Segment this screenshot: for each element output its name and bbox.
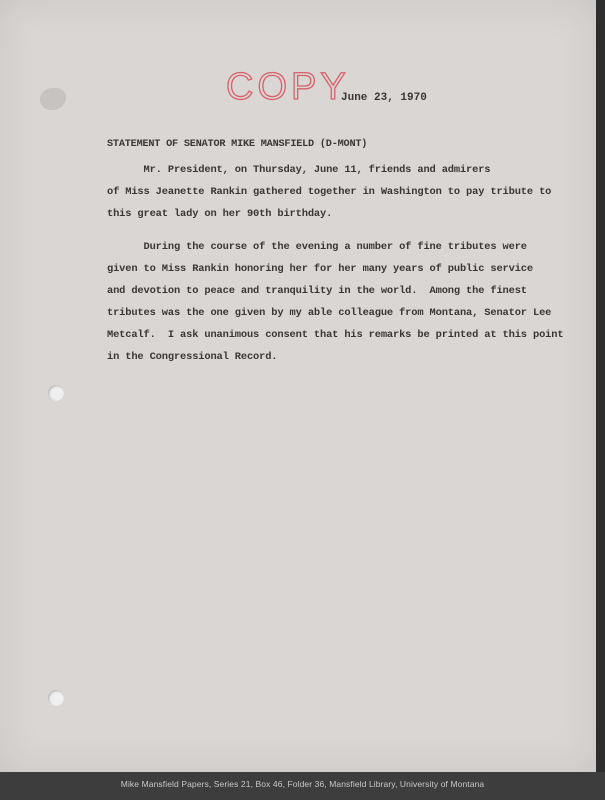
paragraph-1 bbox=[107, 159, 567, 225]
text-line: tributes was the one given by my able colleague from Montana, Senator Lee bbox=[107, 307, 552, 319]
text-line: Mr. President, on Thursday, June 11, friends and admirers bbox=[107, 164, 491, 176]
archive-citation: Mike Mansfield Papers, Series 21, Box 46, Folder 36, Mansfield Library, University of Montana bbox=[120, 779, 485, 789]
text-line: During the course of the evening a number of fine tributes were bbox=[107, 241, 527, 253]
punch-hole bbox=[48, 385, 64, 401]
document-date: June 23, 1970 bbox=[341, 92, 427, 104]
text-line: Metcalf. I ask unanimous consent that his remarks be printed at this point bbox=[107, 329, 564, 341]
paragraph-2 bbox=[107, 236, 567, 368]
text-line: of Miss Jeanette Rankin gathered together in Washington to pay tribute to bbox=[107, 186, 552, 198]
scan-edge bbox=[596, 0, 605, 800]
punch-hole bbox=[48, 690, 64, 706]
paper-blemish bbox=[40, 88, 66, 110]
text-line: and devotion to peace and tranquility in the world. Among the finest bbox=[107, 285, 527, 297]
text-line: in the Congressional Record. bbox=[107, 351, 278, 363]
copy-stamp: COPY bbox=[226, 66, 350, 108]
text-line: given to Miss Rankin honoring her for her many years of public service bbox=[107, 263, 533, 275]
text-line: this great lady on her 90th birthday. bbox=[107, 208, 333, 220]
statement-heading: STATEMENT OF SENATOR MIKE MANSFIELD (D-MONT) bbox=[107, 139, 368, 150]
